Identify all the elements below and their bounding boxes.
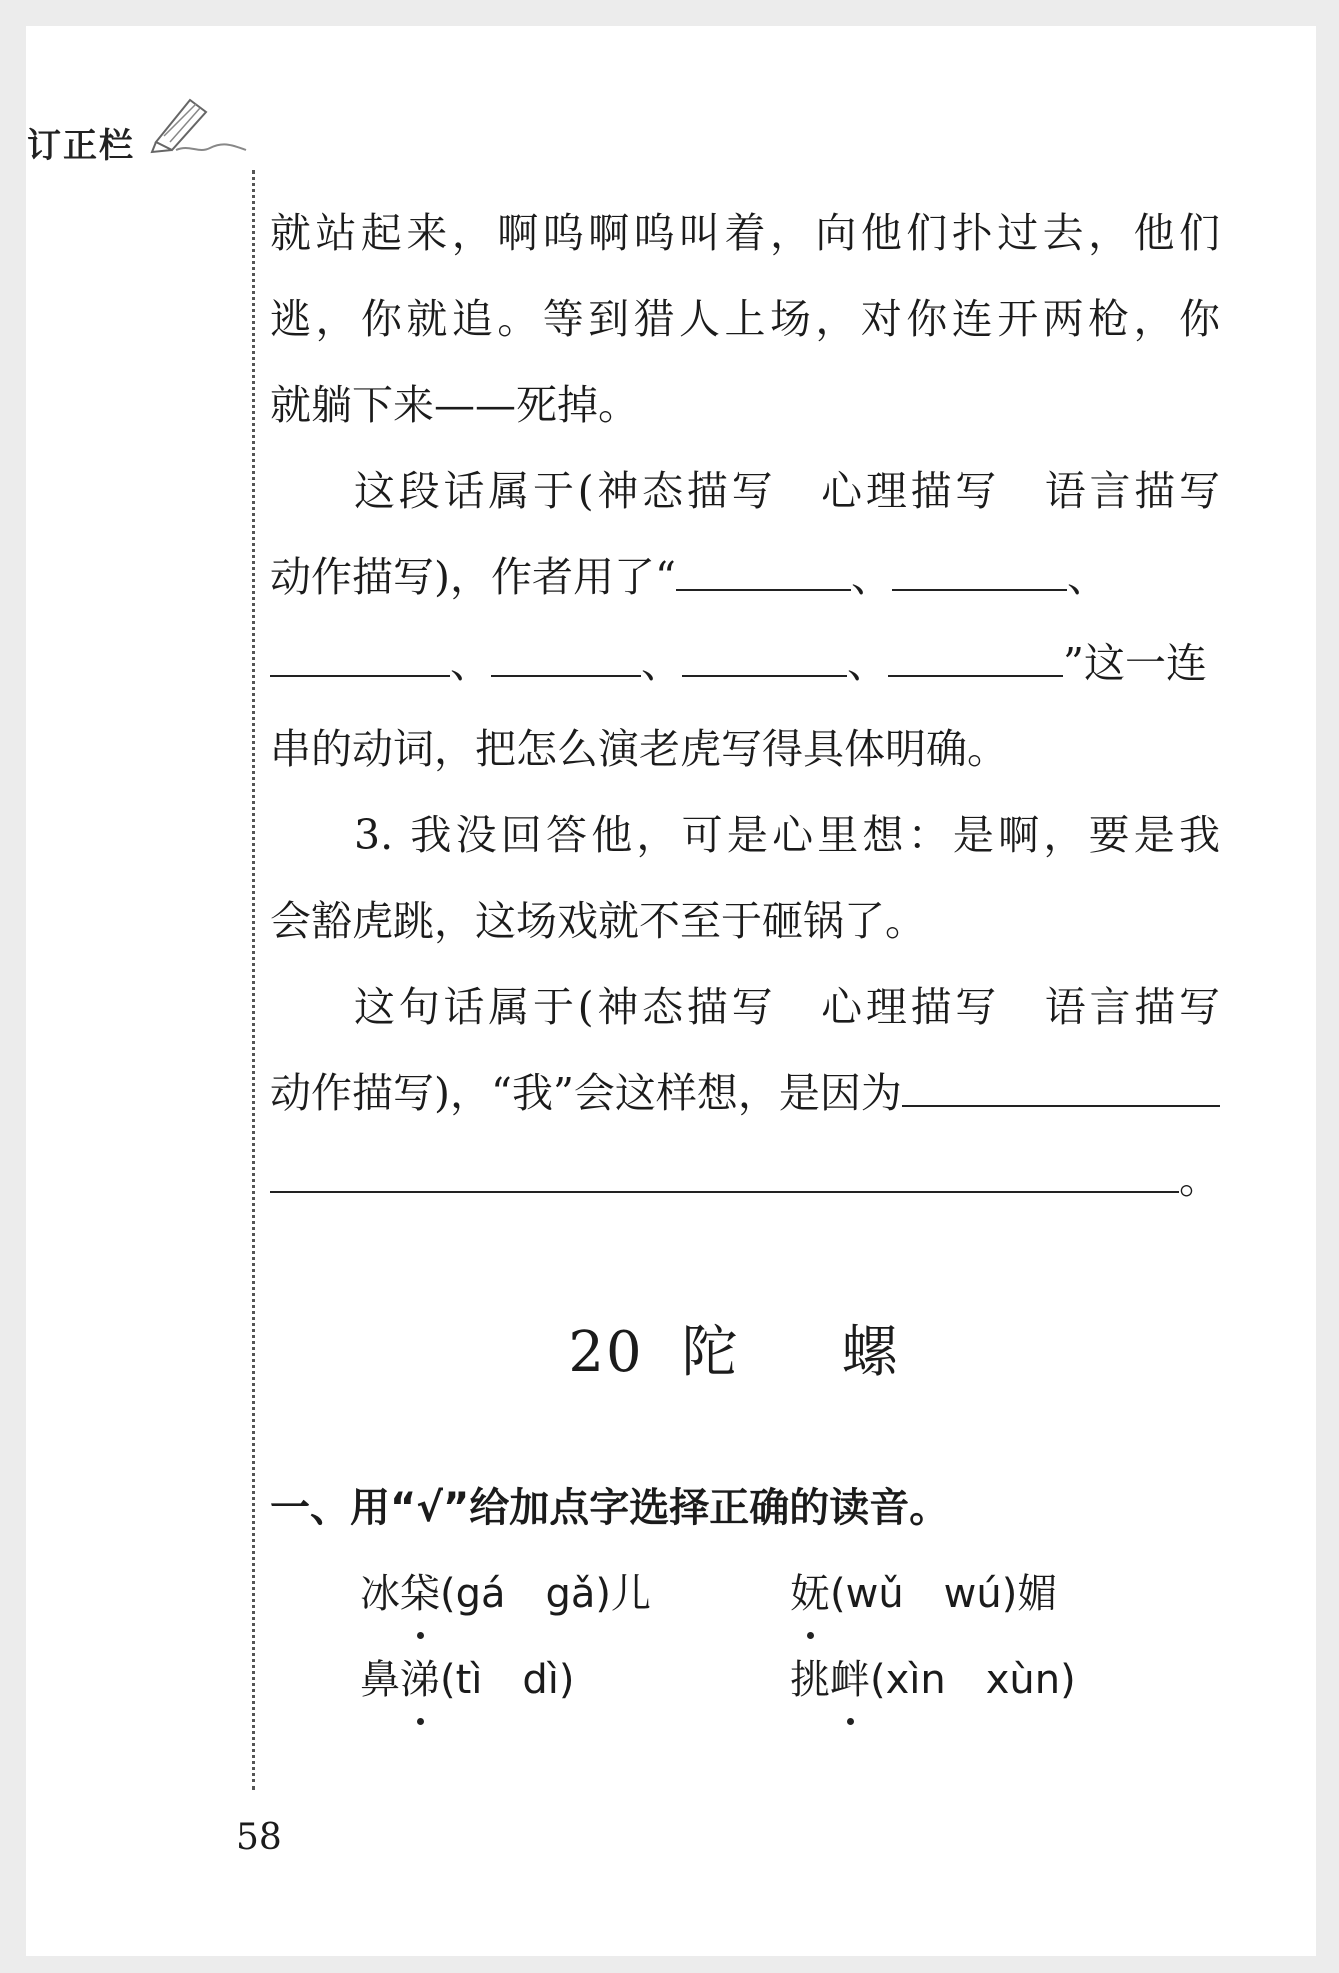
exercise-row bbox=[270, 1551, 1220, 1637]
question-text: 会豁虎跳，这场戏就不至于砸锅了。 bbox=[270, 897, 926, 945]
separator: 、 bbox=[1066, 553, 1108, 601]
correction-column-label: 订正栏 bbox=[27, 126, 135, 166]
question-text: 这段话属于(神态描写 心理描写 语言描写 bbox=[354, 467, 1220, 515]
dotted-char: 涕 bbox=[400, 1637, 440, 1723]
separator: 、 bbox=[450, 639, 491, 687]
pinyin-item bbox=[360, 1551, 790, 1637]
lesson-name: 陀 螺 bbox=[681, 1320, 922, 1385]
word-char: 冰 bbox=[360, 1571, 400, 1617]
word-char: 挑 bbox=[790, 1657, 830, 1703]
text-line: 就站起来，啊呜啊呜叫着，向他们扑过去，他们 bbox=[270, 209, 1220, 257]
dotted-char: 衅 bbox=[830, 1637, 870, 1723]
dotted-char: 妩 bbox=[790, 1551, 830, 1637]
fill-row bbox=[270, 534, 1220, 620]
section-heading: 一、用“√”给加点字选择正确的读音。 bbox=[270, 1485, 950, 1531]
question-text: 这句话属于(神态描写 心理描写 语言描写 bbox=[354, 983, 1220, 1031]
question-text: ”这一连 bbox=[1063, 639, 1207, 687]
fill-row bbox=[270, 1136, 1220, 1222]
pinyin-options[interactable]: (xìn xùn) bbox=[870, 1657, 1076, 1703]
fill-row bbox=[270, 1050, 1220, 1136]
word-char: 鼻 bbox=[360, 1657, 400, 1703]
text-line: 逃，你就追。等到猎人上场，对你连开两枪，你 bbox=[270, 295, 1220, 343]
pinyin-options[interactable]: (tì dì) bbox=[440, 1657, 575, 1703]
pinyin-options[interactable]: (wǔ wú) bbox=[830, 1571, 1018, 1617]
pinyin-options[interactable]: (gá gǎ) bbox=[440, 1571, 612, 1617]
main-content bbox=[270, 190, 1220, 1723]
answer-blank[interactable] bbox=[270, 635, 450, 677]
answer-blank[interactable] bbox=[676, 549, 851, 591]
answer-blank[interactable] bbox=[888, 635, 1063, 677]
separator: 、 bbox=[641, 639, 682, 687]
pinyin-item bbox=[360, 1637, 790, 1723]
question-text: 串的动词，把怎么演老虎写得具体明确。 bbox=[270, 725, 1008, 773]
page-number: 58 bbox=[236, 1817, 282, 1858]
lesson-title bbox=[270, 1308, 1220, 1388]
answer-blank[interactable] bbox=[270, 1151, 1179, 1193]
question-text: 动作描写)，“我”会这样想，是因为 bbox=[270, 1069, 902, 1117]
separator: 、 bbox=[850, 553, 892, 601]
dotted-char: 柋 bbox=[400, 1551, 440, 1637]
text-line: 就躺下来——死掉。 bbox=[270, 381, 639, 429]
answer-blank[interactable] bbox=[682, 635, 847, 677]
pinyin-item bbox=[790, 1551, 1220, 1637]
end-mark: 。 bbox=[1179, 1155, 1220, 1203]
word-char: 儿 bbox=[611, 1571, 652, 1617]
question-text: 3. 我没回答他，可是心里想：是啊，要是我 bbox=[354, 811, 1220, 859]
question-text: 动作描写)，作者用了“ bbox=[270, 553, 676, 601]
fill-row bbox=[270, 620, 1220, 706]
lesson-number: 20 bbox=[568, 1320, 644, 1385]
word-char: 媚 bbox=[1017, 1571, 1058, 1617]
pinyin-item bbox=[790, 1637, 1220, 1723]
margin-divider bbox=[252, 170, 255, 1790]
exercise-row bbox=[270, 1637, 1220, 1723]
answer-blank[interactable] bbox=[491, 635, 641, 677]
answer-blank[interactable] bbox=[892, 549, 1067, 591]
pencil-icon bbox=[150, 92, 250, 154]
answer-blank[interactable] bbox=[902, 1065, 1220, 1107]
separator: 、 bbox=[847, 639, 888, 687]
